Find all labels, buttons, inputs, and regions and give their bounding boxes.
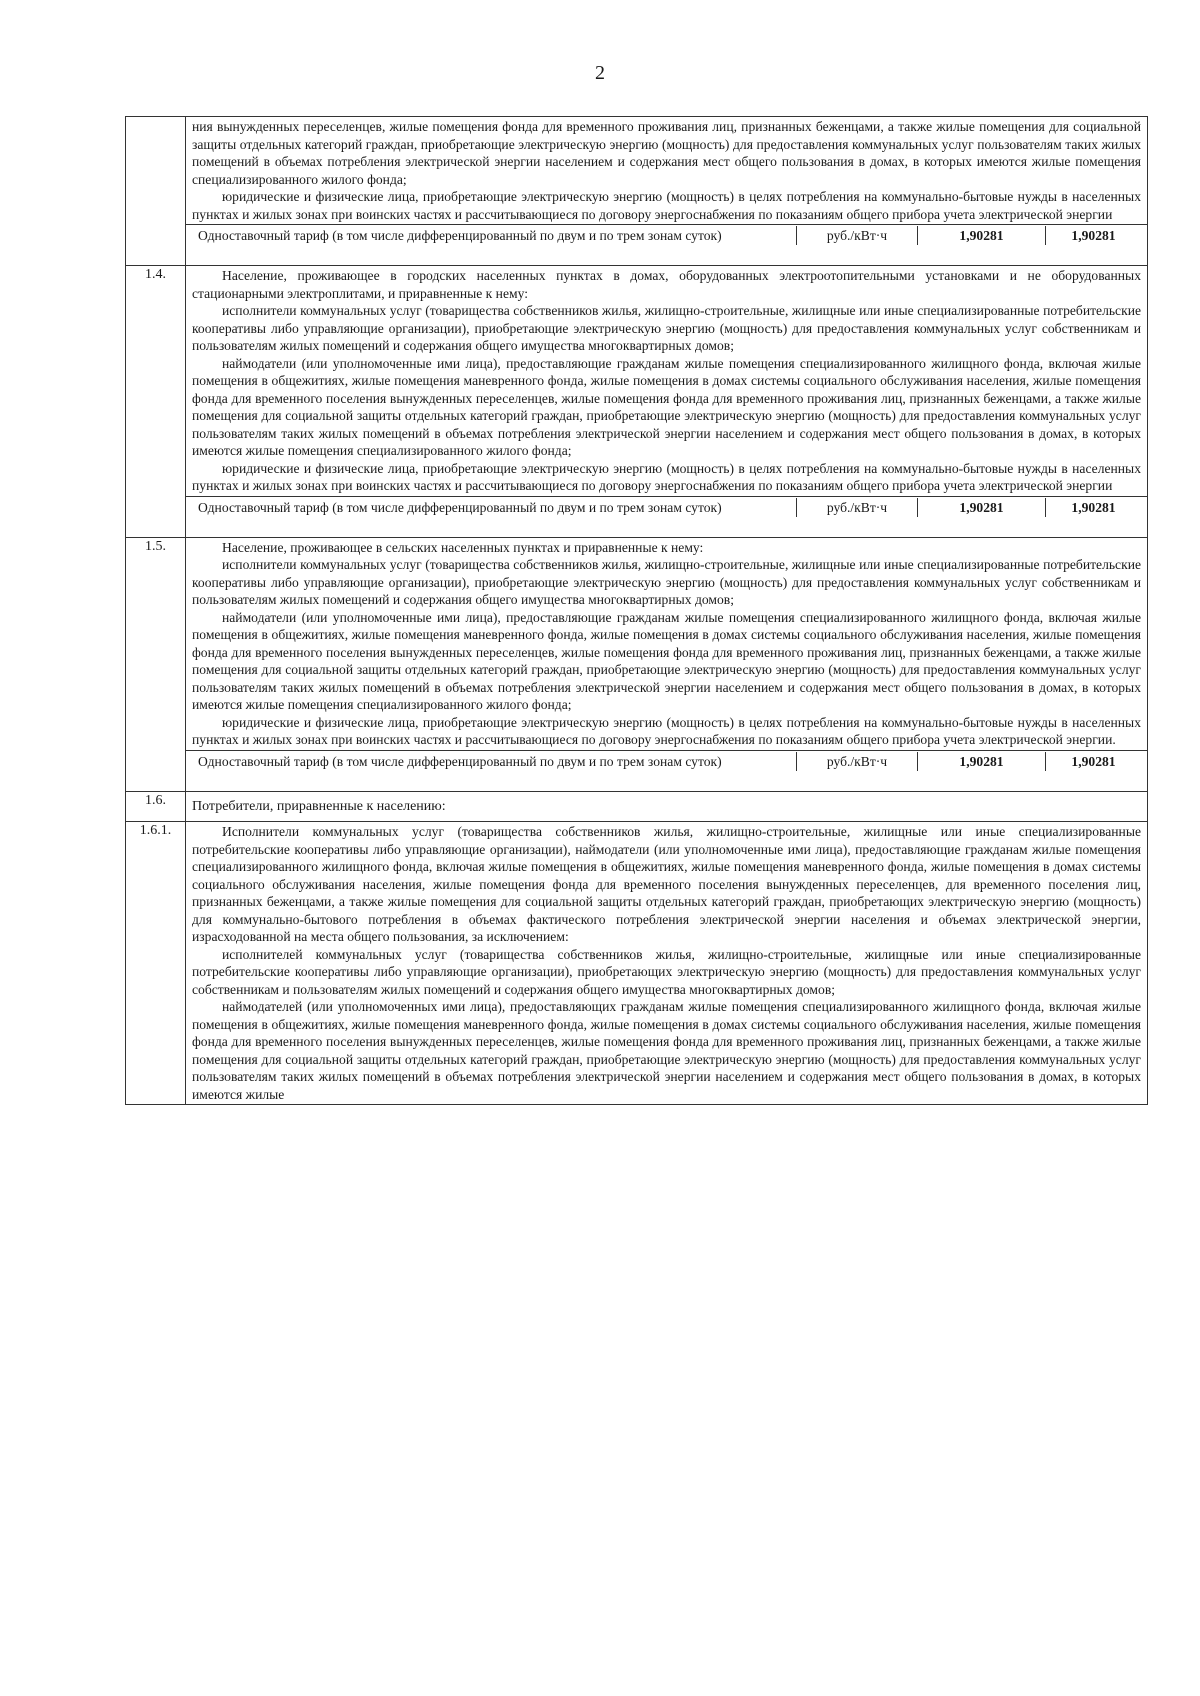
paragraph: юридические и физические лица, приобретающие электрическую энергию (мощность) в целях потребления на коммунально-бытовые нужды в населенных пунктах и жилых зонах при воинских частях и рассчитывающиеся по договору энергоснабжения по показаниям общего прибора учета электрической энергии. (192, 714, 1141, 747)
paragraph: юридические и физические лица, приобретающие электрическую энергию (мощность) в целях потребления на коммунально-бытовые нужды в населенных пунктах и жилых зонах при воинских частях и рассчитывающиеся по договору энергоснабжения по показаниям общего прибора учета электрической энергии (192, 460, 1141, 493)
paragraph: наймодатели (или уполномоченные ими лица), предоставляющие гражданам жилые помещения специализированного жилищного фонда, включая жилые помещения в общежитиях, жилые помещения маневренного фонда, жилые помещения в домах системы социального обслуживания населения, жилые помещения фонда для временного поселения вынужденных переселенцев, жилые помещения фонда для временного проживания лиц, признанных беженцами, а также жилые помещения для социальной защиты отдельных категорий граждан, приобретающие электрическую энергию (мощность) для предоставления коммунальных услуг пользователям таких жилых помещений в объемах потребления электрической энергии населением и содержания мест общего пользования в домах, в которых имеются жилые помещения специализированного жилого фонда; (192, 355, 1141, 458)
table-row-continuation (126, 117, 1148, 225)
row-number-empty (126, 117, 186, 266)
row-description (186, 266, 1148, 497)
rate-value-2: 1,90281 (1046, 226, 1142, 245)
rate-row (126, 496, 1148, 537)
paragraph: наймодатели (или уполномоченные ими лица), предоставляющие гражданам жилые помещения специализированного жилищного фонда, включая жилые помещения в общежитиях, жилые помещения маневренного фонда, жилые помещения в домах системы социального обслуживания населения, жилые помещения фонда для временного поселения вынужденных переселенцев, жилые помещения фонда для временного проживания лиц, признанных беженцами, а также жилые помещения для социальной защиты отдельных категорий граждан, приобретающие электрическую энергию (мощность) для предоставления коммунальных услуг пользователям таких жилых помещений в объемах потребления электрической энергии населением и содержания мест общего пользования в домах, в которых имеются жилые помещения специализированного жилого фонда; (192, 609, 1141, 712)
row-number: 1.6.1. (126, 822, 186, 1105)
rate-label: Одноставочный тариф (в том числе дифференцированный по двум и по трем зонам суток) (198, 228, 722, 243)
rate-unit: руб./кВт·ч (797, 226, 918, 245)
paragraph: исполнители коммунальных услуг (товарищества собственников жилья, жилищно-строительные, жилищные или иные специализированные потребительские кооперативы либо управляющие организации), приобретающие электрическую энергию (мощность) для предоставления коммунальных услуг собственникам и пользователям жилых помещений и содержания общего имущества многоквартирных домов; (192, 557, 1141, 607)
table-row-1-5 (126, 537, 1148, 750)
paragraph: наймодателей (или уполномоченных ими лица), предоставляющих гражданам жилые помещения специализированного жилищного фонда, включая жилые помещения в общежитиях, жилые помещения маневренного фонда, жилые помещения в домах системы социального обслуживания населения, жилые помещения фонда для временного поселения вынужденных переселенцев, жилые помещения фонда для временного проживания лиц, признанных беженцами, а также жилые помещения для социальной защиты отдельных категорий граждан, приобретающие электрическую энергию (мощность) для предоставления коммунальных услуг пользователям таких жилых помещений в объемах потребления электрической энергии населением и содержания мест общего пользования в домах, в которых имеются жилые (192, 999, 1141, 1102)
paragraph: юридические и физические лица, приобретающие электрическую энергию (мощность) в целях потребления на коммунально-бытовые нужды в населенных пунктах и жилых зонах при воинских частях и рассчитывающиеся по договору энергоснабжения по показаниям общего прибора учета электрической энергии (192, 189, 1141, 222)
row-description: Потребители, приравненные к населению: (186, 791, 1148, 822)
table-row-1-4 (126, 266, 1148, 497)
row-number: 1.5. (126, 537, 186, 791)
rate-row (126, 225, 1148, 266)
page-number: 2 (595, 62, 605, 84)
paragraph: Исполнители коммунальных услуг (товарищества собственников жилья, жилищно-строительные, жилищные или иные специализированные потребительские кооперативы либо управляющие организации), наймодатели (или уполномоченные ими лица), предоставляющие гражданам жилые помещения специализированного жилищного фонда, включая жилые помещения в общежитиях, жилые помещения маневренного фонда, жилые помещения в домах системы социального обслуживания населения, жилые помещения фонда для временного поселения вынужденных переселенцев, для временного поселения лиц, признанных беженцами, а также жилые помещения для социальной защиты отдельных категорий граждан, приобретающих электрическую энергию (мощность) для коммунально-бытового потребления в объемах фактического потребления электрической энергии населения и объемах электрической энергии, израсходованной на места общего пользования, за исключением: (192, 824, 1141, 944)
rate-row (126, 750, 1148, 791)
table-row-1-6 (126, 791, 1148, 822)
row-description (186, 537, 1148, 750)
rate-unit: руб./кВт·ч (797, 498, 918, 517)
paragraph: исполнители коммунальных услуг (товарищества собственников жилья, жилищно-строительные, жилищные или иные специализированные потребительские кооперативы либо управляющие организации), приобретающие электрическую энергию (мощность) для предоставления коммунальных услуг собственникам и пользователям жилых помещений и содержания общего имущества многоквартирных домов; (192, 303, 1141, 353)
paragraph: ния вынужденных переселенцев, жилые помещения фонда для временного проживания лиц, признанных беженцами, а также жилые помещения для социальной защиты отдельных категорий граждан, приобретающие электрическую энергию (мощность) для предоставления коммунальных услуг пользователям таких жилых помещений в объемах потребления электрической энергии населением и содержания мест общего пользования в домах, в которых имеются жилые помещения специализированного жилого фонда; (192, 119, 1141, 187)
rate-value-1: 1,90281 (918, 752, 1046, 771)
paragraph: Население, проживающее в городских населенных пунктах в домах, оборудованных электроотопительными установками и не оборудованных стационарными электроплитами, и приравненные к нему: (192, 268, 1141, 301)
rate-value-1: 1,90281 (918, 498, 1046, 517)
rate-label: Одноставочный тариф (в том числе дифференцированный по двум и по трем зонам суток) (198, 753, 722, 769)
paragraph: исполнителей коммунальных услуг (товарищества собственников жилья, жилищно-строительные, жилищные или иные специализированные потребительские кооперативы либо управляющие организации), приобретающих электрическую энергию (мощность) для предоставления коммунальных услуг собственникам и пользователям жилых помещений и содержания общего имущества многоквартирных домов; (192, 946, 1141, 997)
tariff-table (125, 116, 1148, 1105)
paragraph: Население, проживающее в сельских населенных пунктах и приравненные к нему: (222, 539, 704, 555)
rate-unit: руб./кВт·ч (797, 752, 918, 771)
rate-value-2: 1,90281 (1046, 752, 1142, 771)
table-row-1-6-1 (126, 822, 1148, 1105)
row-number: 1.6. (126, 791, 186, 822)
row-description (186, 117, 1148, 225)
row-description (186, 822, 1148, 1105)
rate-value-1: 1,90281 (918, 226, 1046, 245)
row-number: 1.4. (126, 266, 186, 538)
rate-value-2: 1,90281 (1046, 498, 1142, 517)
rate-label: Одноставочный тариф (в том числе дифференцированный по двум и по трем зонам суток) (198, 499, 722, 515)
